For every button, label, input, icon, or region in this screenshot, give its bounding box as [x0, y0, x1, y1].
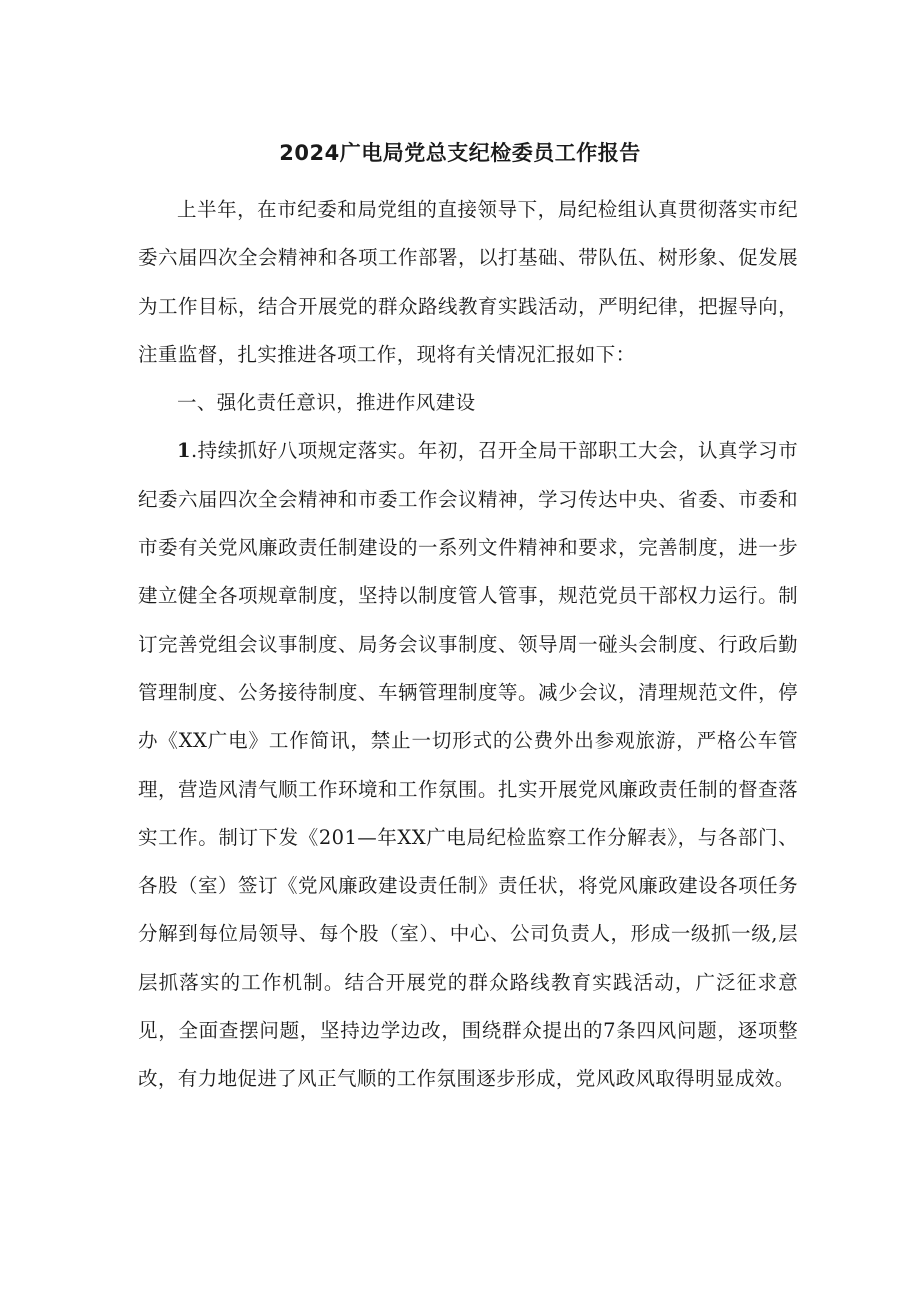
document-title: 2024广电局党总支纪检委员工作报告: [279, 141, 641, 165]
item-text: .持续抓好八项规定落实。年初，召开全局干部职工大会，认真学习市纪委六届四次全会精神和市委工作会议精神，学习传达中央、省委、市委和市委有关党风廉政责任制建设的一系列文件精神和要求，完善制度，进一步建立健全各项规章制度，坚持以制度管人管事，规范党员干部权力运行。制订完善党组会议事制度、局务会议事制度、领导周一碰头会制度、行政后勤管理制度、公务接待制度、车辆管理制度等。减少会议，清理规范文件，停办《XX广电》工作简讯，禁止一切形式的公费外出参观旅游，严格公车管理，营造风清气顺工作环境和工作氛围。扎实开展党风廉政责任制的督查落实工作。制订下发《201—年XX广电局纪检监察工作分解表》，与各部门、各股（室）签订《党风廉政建设责任制》责任状，将党风廉政建设各项任务分解到每位局领导、每个股（室）、中心、公司负责人，形成一级抓一级,层层抓落实的工作机制。结合开展党的群众路线教育实践活动，广泛征求意见，全面查摆问题，坚持边学边改，围绕群众提出的7条四风问题，逐项整改，有力地促进了风正气顺的工作氛围逐步形成，党风政风取得明显成效。: [138, 439, 798, 1091]
document-body: [138, 186, 798, 1104]
section-heading-1: 一、强化责任意识，推进作风建设: [177, 391, 476, 415]
item-paragraph-1: [138, 427, 798, 1103]
intro-paragraph: 上半年，在市纪委和局党组的直接领导下，局纪检组认真贯彻落实市纪委六届四次全会精神和各项工作部署，以打基础、带队伍、树形象、促发展为工作目标，结合开展党的群众路线教育实践活动，严明纪律，把握导向，注重监督，扎实推进各项工作，现将有关情况汇报如下：: [138, 198, 798, 366]
item-number: 1: [177, 439, 191, 463]
